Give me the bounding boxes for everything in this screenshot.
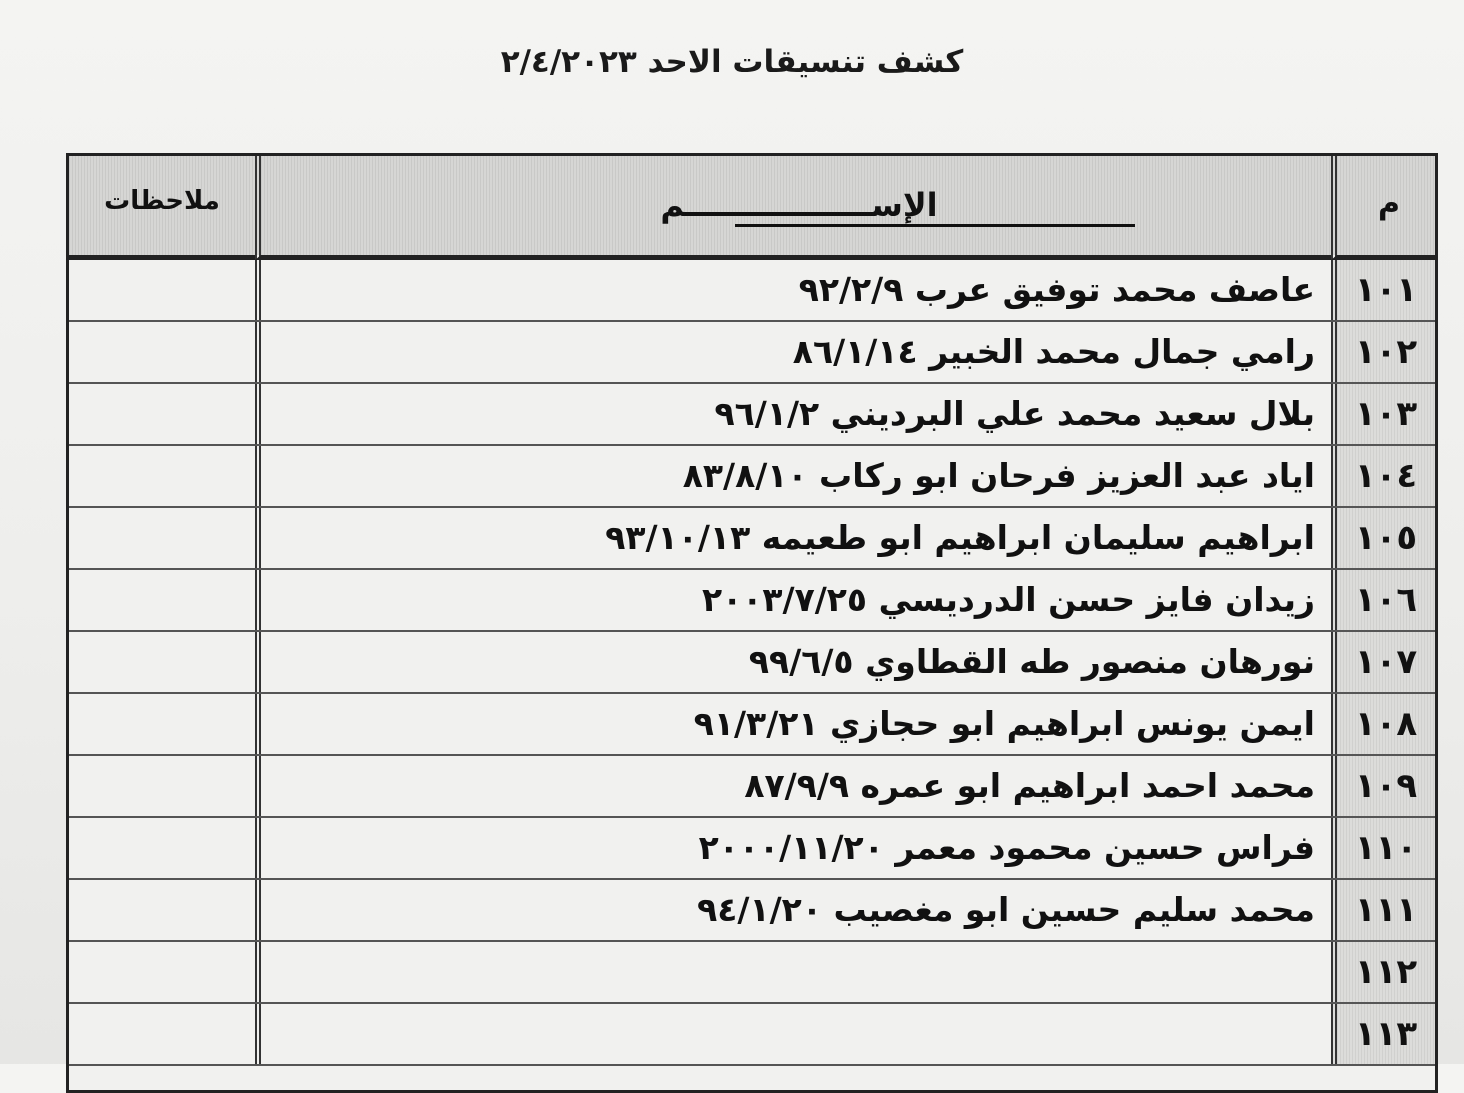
row-number: ١٠٤ <box>1331 446 1435 506</box>
table-row <box>69 880 1435 942</box>
row-number: ١١٣ <box>1331 1004 1435 1064</box>
row-name: محمد سليم حسين ابو مغصيب ٩٤/١/٢٠ <box>255 880 1331 940</box>
row-name: اياد عبد العزيز فرحان ابو ركاب ٨٣/٨/١٠ <box>255 446 1331 506</box>
row-name: فراس حسين محمود معمر ٢٠٠٠/١١/٢٠ <box>255 818 1331 878</box>
row-number: ١٠١ <box>1331 260 1435 320</box>
row-notes <box>69 818 255 878</box>
row-notes <box>69 508 255 568</box>
row-name: عاصف محمد توفيق عرب ٩٢/٢/٩ <box>255 260 1331 320</box>
table-row <box>69 632 1435 694</box>
row-name: محمد احمد ابراهيم ابو عمره ٨٧/٩/٩ <box>255 756 1331 816</box>
row-number: ١١٢ <box>1331 942 1435 1002</box>
row-notes <box>69 942 255 1002</box>
row-number: ١٠٧ <box>1331 632 1435 692</box>
row-notes <box>69 384 255 444</box>
coordination-table <box>66 153 1438 1093</box>
row-number: ١١١ <box>1331 880 1435 940</box>
row-number: ١٠٨ <box>1331 694 1435 754</box>
row-number: ١٠٥ <box>1331 508 1435 568</box>
row-notes <box>69 1004 255 1064</box>
header-name-underline <box>735 224 1135 227</box>
header-notes-cell <box>69 156 255 260</box>
row-name: زيدان فايز حسن الدرديسي ٢٠٠٣/٧/٢٥ <box>255 570 1331 630</box>
row-notes <box>69 446 255 506</box>
table-body <box>69 260 1435 1066</box>
header-name-label: الإســـــــــــــــــم <box>660 186 938 224</box>
row-notes <box>69 756 255 816</box>
row-number: ١٠٦ <box>1331 570 1435 630</box>
header-notes-label: ملاحظات <box>104 186 220 216</box>
row-name <box>255 1004 1331 1064</box>
row-name: رامي جمال محمد الخبير ٨٦/١/١٤ <box>255 322 1331 382</box>
row-number: ١٠٣ <box>1331 384 1435 444</box>
row-name <box>255 942 1331 1002</box>
row-notes <box>69 570 255 630</box>
document-title: كشف تنسيقات الاحد ٢/٤/٢٠٢٣ <box>500 44 964 80</box>
row-number: ١١٠ <box>1331 818 1435 878</box>
table-row <box>69 1004 1435 1066</box>
table-row <box>69 446 1435 508</box>
table-row <box>69 322 1435 384</box>
row-name: بلال سعيد محمد علي البرديني ٩٦/١/٢ <box>255 384 1331 444</box>
table-row <box>69 694 1435 756</box>
header-number-cell <box>1331 156 1435 260</box>
table-row <box>69 260 1435 322</box>
table-row <box>69 570 1435 632</box>
row-name: ابراهيم سليمان ابراهيم ابو طعيمه ٩٣/١٠/١٣ <box>255 508 1331 568</box>
row-notes <box>69 322 255 382</box>
table-row <box>69 942 1435 1004</box>
header-number-label: م <box>1378 186 1400 221</box>
table-row <box>69 818 1435 880</box>
row-notes <box>69 880 255 940</box>
row-notes <box>69 632 255 692</box>
row-name: ايمن يونس ابراهيم ابو حجازي ٩١/٣/٢١ <box>255 694 1331 754</box>
header-name-cell <box>255 156 1331 260</box>
row-notes <box>69 260 255 320</box>
table-row <box>69 756 1435 818</box>
row-number: ١٠٩ <box>1331 756 1435 816</box>
row-name: نورهان منصور طه القطاوي ٩٩/٦/٥ <box>255 632 1331 692</box>
table-row <box>69 508 1435 570</box>
row-notes <box>69 694 255 754</box>
row-number: ١٠٢ <box>1331 322 1435 382</box>
table-row <box>69 384 1435 446</box>
